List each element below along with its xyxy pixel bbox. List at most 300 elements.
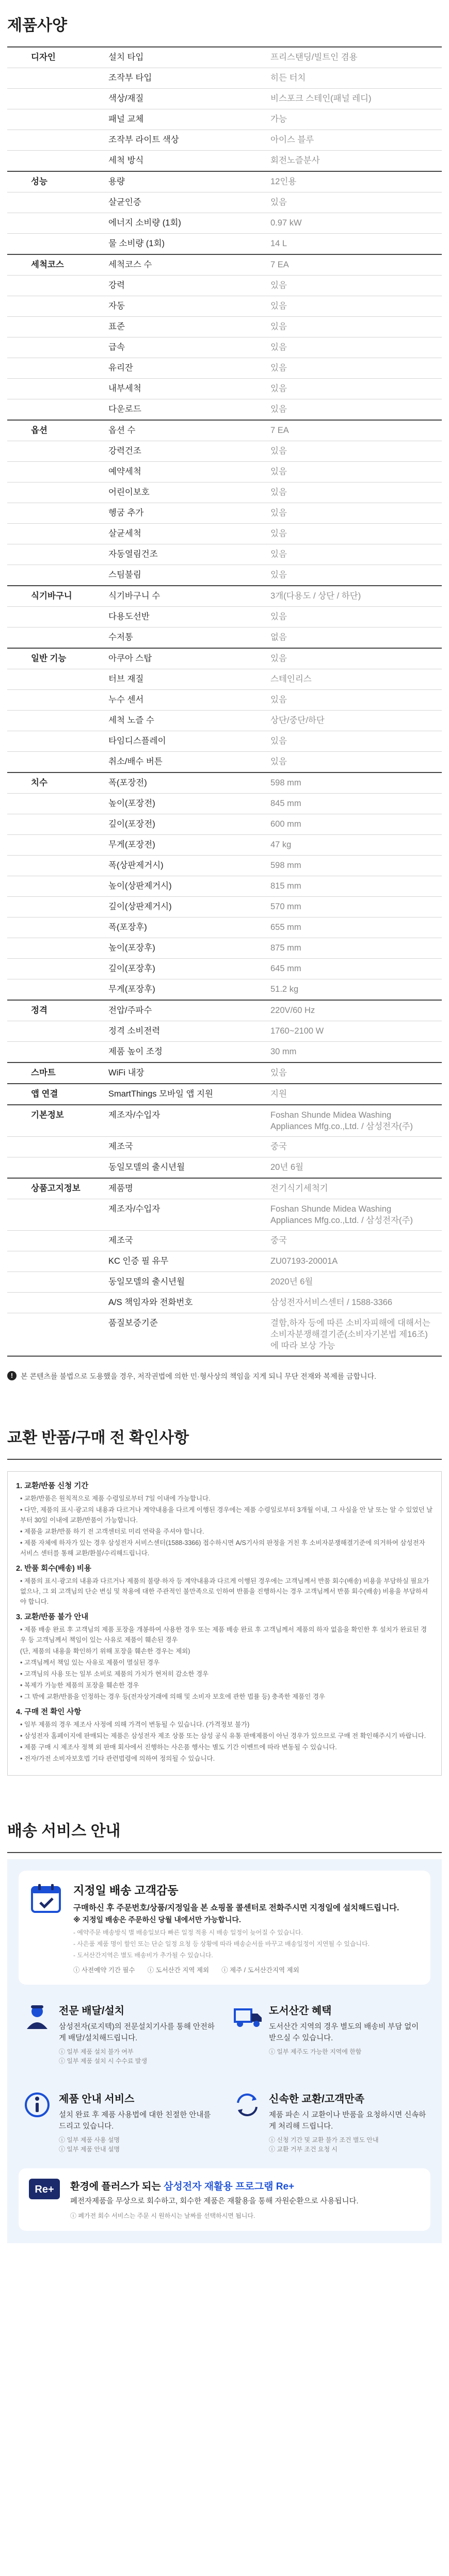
spec-row (7, 358, 442, 379)
spec-value: 회전노즐분사 (270, 156, 320, 165)
spec-item: 타임디스플레이 (108, 736, 166, 746)
island-card (229, 1993, 430, 2073)
policy-line: • 제품 배송 완료 후 고객님의 제품 포장을 개봉하여 사용한 경우 또는 제품 배송 완료 후 고객님께서 제품의 하자 없음을 확인한 후 설치가 완료된 경우 등 고객님께서 책임이 있는 사유로 제품이 훼손된 경우 (20, 1626, 427, 1644)
policy-line: • 제품을 교환/반품 하기 전 고객센터로 미리 연락을 주셔야 합니다. (20, 1528, 204, 1535)
spec-item: 아쿠아 스탑 (108, 654, 152, 663)
policy-line: • 제품 자체에 하자가 있는 경우 삼성전자 서비스센터(1588-3366) 접수하시면 A/S기사의 판정을 거친 후 소비자분쟁해결기준에 의거하여 삼성전자 서비스 센터를 통해 교환/환불/수리해드립니다. (20, 1539, 425, 1557)
spec-row (7, 1021, 442, 1042)
spec-row (7, 752, 442, 773)
spec-row (7, 192, 442, 213)
spec-group (7, 276, 85, 296)
spec-row (7, 109, 442, 130)
spec-item: 옵션 수 (108, 426, 136, 435)
spec-item: 깊이(포장후) (108, 964, 155, 973)
spec-value: 삼성전자서비스센터 / 1588-3366 (270, 1298, 393, 1307)
spec-value: Foshan Shunde Midea Washing Appliances Mfg.co.,Ltd. / 삼성전자(주) (270, 1204, 413, 1225)
spec-item: 정격 소비전력 (108, 1026, 161, 1036)
spec-group (7, 441, 85, 461)
spec-row (7, 773, 442, 794)
policy-line: • 제품의 표시·광고의 내용과 다르거나 제품의 불량·하자 등 계약내용과 다르게 이행된 경우에는 고객님께서 반품 회수(배송) 비용을 부담하실 필요가 없으나, 그 외 고객님의 단순 변심 및 착용에 대한 주관적인 불만족으로 인하여 반품을 진행하시는 경우 고객님께서 반품 회수(배송) 비용을 부담하셔야 합니다. (20, 1577, 429, 1605)
spec-row (7, 876, 442, 897)
technician-icon (23, 2002, 59, 2066)
spec-item: 용량 (108, 177, 125, 186)
spec-item: 어린이보호 (108, 488, 150, 497)
spec-group (7, 1251, 85, 1271)
spec-value: 7 EA (270, 260, 289, 269)
spec-group (7, 151, 85, 171)
spec-row (7, 234, 442, 255)
spec-item: 폭(포장후) (108, 923, 147, 932)
spec-group (7, 565, 85, 585)
spec-item: 무게(포장후) (108, 985, 155, 994)
spec-group (7, 234, 85, 254)
spec-row (7, 897, 442, 917)
spec-row (7, 399, 442, 421)
spec-group (7, 1313, 85, 1356)
card-text: 삼성전자(로지텍)의 전문설치기사를 통해 안전하게 배달/설치해드립니다. (59, 2023, 215, 2042)
spec-row (7, 379, 442, 399)
spec-group (7, 938, 85, 958)
spec-item: 살균인증 (108, 198, 141, 207)
spec-item: 무게(포장전) (108, 840, 155, 849)
spec-value: 상단/중단/하단 (270, 716, 325, 725)
scheduled-lead: 구매하신 후 주문번호/상품/지정일을 본 쇼핑몰 콜센터로 전화주시면 지정일에 설치해드립니다. (73, 1904, 399, 1912)
spec-row (7, 337, 442, 358)
scheduled-delivery-card (19, 1871, 430, 1985)
spec-value: 845 mm (270, 799, 301, 808)
spec-value: 2020년 6월 (270, 1277, 313, 1286)
spec-group (7, 876, 85, 896)
spec-item: 패널 교체 (108, 115, 144, 124)
spec-row (7, 1042, 442, 1063)
spec-item: 헹굼 추가 (108, 508, 144, 518)
copyright-notice (7, 1371, 442, 1381)
spec-row (7, 1251, 442, 1272)
spec-item: 급속 (108, 343, 125, 352)
spec-row (7, 649, 442, 669)
spec-row (7, 917, 442, 938)
return-policy-box (7, 1471, 442, 1776)
spec-group (7, 897, 85, 917)
policy-heading: 2. 반품 회수(배송) 비용 (16, 1565, 91, 1573)
spec-group (7, 835, 85, 855)
spec-group: 정격 (31, 1006, 47, 1015)
policy-heading: 1. 교환/반품 신청 기간 (16, 1482, 89, 1490)
spec-group (7, 358, 85, 378)
policy-line: • 교환/반품은 원칙적으로 제품 수령일로부터 7일 이내에 가능합니다. (20, 1495, 211, 1502)
spec-item: 내부세척 (108, 384, 141, 393)
spec-value: 결함,하자 등에 따른 소비자피해에 대해서는 소비자분쟁해결기준(소비자기본법 제16조)에 따라 보상 가능 (270, 1318, 430, 1350)
spec-item: 동일모델의 출시년월 (108, 1163, 185, 1172)
spec-row (7, 482, 442, 503)
spec-group: 기본정보 (31, 1110, 64, 1120)
spec-item: 품질보증기준 (108, 1318, 158, 1328)
spec-value: 있음 (270, 654, 287, 663)
spec-item: 표준 (108, 322, 125, 331)
spec-item: 동일모델의 출시년월 (108, 1277, 185, 1286)
spec-group (7, 213, 85, 233)
spec-value: 7 EA (270, 426, 289, 435)
spec-value: 있음 (270, 570, 287, 579)
spec-value: 있음 (270, 405, 287, 414)
spec-item: 조작부 라이트 색상 (108, 135, 179, 144)
spec-group (7, 690, 85, 710)
spec-item: SmartThings 모바일 앱 지원 (108, 1089, 213, 1099)
spec-row (7, 1084, 442, 1105)
spec-item: 취소/배수 버튼 (108, 757, 163, 766)
spec-group (7, 607, 85, 627)
spec-group (7, 462, 85, 482)
card-text: 설치 완료 후 제품 사용법에 대한 친절한 안내를 드리고 있습니다. (59, 2111, 211, 2131)
policy-line: (단, 제품의 내용을 확인하기 위해 포장을 훼손한 경우는 제외) (20, 1648, 190, 1655)
spec-value: 가능 (270, 115, 287, 124)
spec-value: 있음 (270, 612, 287, 621)
spec-value: 있음 (270, 384, 287, 393)
exclamation-icon: ! (7, 1371, 17, 1380)
spec-value: 598 mm (270, 778, 301, 787)
scheduled-sub1: - 예약주문 배송방식 별 배송일보다 빠른 일정 적용 시 배송 일정이 늦어질 수 있습니다. (73, 1929, 303, 1936)
spec-row (7, 544, 442, 565)
spec-group (7, 1157, 85, 1178)
notice-text: 본 콘텐츠를 불법으로 도용했을 경우, 저작권법에 의한 민·형사상의 책임을 지게 되니 무단 전재와 복제를 금합니다. (21, 1372, 376, 1380)
spec-row (7, 794, 442, 814)
policy-line: • 전자/가전 소비자보호법 기타 관련법령에 의하여 정의될 수 있습니다. (20, 1755, 215, 1762)
spec-group (7, 503, 85, 523)
spec-item: 강력건조 (108, 446, 141, 456)
chip-1: ⓘ 사전예약 기간 필수 (73, 1967, 135, 1974)
spec-row (7, 524, 442, 544)
spec-group (7, 979, 85, 1000)
scheduled-sub2: - 사은품 제품 명이 할인 또는 단순 일정 요청 등 상황에 따라 배송순서를 바꾸고 배송일정이 지연될 수 있습니다. (73, 1940, 370, 1947)
spec-value: 있음 (270, 736, 287, 746)
spec-group (7, 524, 85, 544)
spec-value: 있음 (270, 322, 287, 331)
spec-item: 에너지 소비량 (1회) (108, 218, 181, 228)
spec-item: 예약세척 (108, 467, 141, 476)
spec-group (7, 917, 85, 938)
spec-group (7, 1231, 85, 1251)
spec-value: 645 mm (270, 964, 301, 973)
spec-item: 폭(포장전) (108, 778, 147, 787)
spec-group (7, 711, 85, 731)
spec-value: 있음 (270, 695, 287, 704)
exchange-icon (233, 2090, 269, 2154)
spec-value: 있음 (270, 467, 287, 476)
policy-heading: 3. 교환/반품 불가 안내 (16, 1613, 89, 1621)
card-title: 전문 배달/설치 (59, 2005, 125, 2017)
spec-item: 제조국 (108, 1236, 133, 1245)
spec-item: 설치 타입 (108, 53, 144, 62)
spec-row (7, 711, 442, 731)
spec-value: 중국 (270, 1236, 287, 1245)
spec-row (7, 1313, 442, 1357)
spec-item: 강력 (108, 281, 125, 290)
spec-item: 전압/주파수 (108, 1006, 152, 1015)
spec-item: 제조자/수입자 (108, 1110, 161, 1120)
spec-group (7, 959, 85, 979)
spec-row (7, 731, 442, 752)
spec-group (7, 337, 85, 358)
card-sub: ⓘ 신청 기간 및 교환 불가 조건 별도 안내 ⓘ 교환 거부 조건 요청 시 (269, 2136, 379, 2153)
spec-group (7, 794, 85, 814)
spec-row (7, 296, 442, 317)
spec-item: 다용도선반 (108, 612, 150, 621)
spec-value: 875 mm (270, 943, 301, 953)
spec-value: 있음 (270, 343, 287, 352)
spec-value: 비스포크 스테인(패널 레디) (270, 94, 372, 103)
spec-value: 전기식기세척기 (270, 1184, 328, 1193)
delivery-divider (7, 1852, 442, 1853)
spec-row (7, 1001, 442, 1021)
spec-value: 있음 (270, 363, 287, 373)
spec-value: 220V/60 Hz (270, 1006, 315, 1015)
spec-group (7, 379, 85, 399)
spec-value: 12인용 (270, 177, 297, 186)
spec-group (7, 1199, 85, 1230)
spec-group: 스마트 (31, 1068, 56, 1077)
spec-group (7, 1293, 85, 1313)
spec-value: Foshan Shunde Midea Washing Appliances Mfg.co.,Ltd. / 삼성전자(주) (270, 1110, 413, 1131)
recycle-title: 환경에 플러스가 되는 삼성전자 재활용 프로그램 Re+ (70, 2181, 295, 2192)
spec-group: 디자인 (31, 53, 56, 62)
spec-group (7, 814, 85, 834)
spec-row (7, 690, 442, 711)
spec-row (7, 255, 442, 276)
spec-value: 3개(다용도 / 상단 / 하단) (270, 591, 361, 601)
spec-item: 스팀불림 (108, 570, 141, 579)
card-text: 도서산간 지역의 경우 별도의 배송비 부담 없이 받으실 수 있습니다. (269, 2023, 419, 2042)
spec-group: 일반 기능 (31, 654, 67, 663)
recycle-card (19, 2168, 430, 2231)
spec-group: 옵션 (31, 426, 47, 435)
policy-line: • 고객님의 사용 또는 일부 소비로 제품의 가치가 현저히 감소한 경우 (20, 1670, 209, 1678)
spec-item: 높이(포장전) (108, 799, 155, 808)
spec-item: A/S 책임자와 전화번호 (108, 1298, 193, 1307)
spec-item: 누수 센서 (108, 695, 144, 704)
card-title: 도서산간 혜택 (269, 2005, 332, 2017)
spec-row (7, 441, 442, 462)
spec-row (7, 979, 442, 1001)
spec-item: WiFi 내장 (108, 1068, 145, 1077)
spec-value: 있음 (270, 529, 287, 538)
spec-group (7, 68, 85, 88)
spec-row (7, 856, 442, 876)
spec-value: 있음 (270, 550, 287, 559)
spec-row (7, 213, 442, 234)
scheduled-title: 지정일 배송 고객감동 (73, 1884, 179, 1897)
card-title: 신속한 교환/고객만족 (269, 2094, 364, 2105)
scheduled-note: ※ 지정일 배송은 주문하신 당월 내에서만 가능합니다. (73, 1915, 241, 1924)
card-sub: ⓘ 일부 제주도 가능한 지역에 한함 (269, 2048, 362, 2055)
spec-group: 세척코스 (31, 260, 64, 269)
spec-group (7, 752, 85, 772)
spec-item: 폭(상판제거시) (108, 861, 164, 870)
spec-group (7, 627, 85, 648)
spec-group (7, 669, 85, 689)
spec-value: 있음 (270, 281, 287, 290)
policy-line: • 복제가 가능한 제품의 포장을 훼손한 경우 (20, 1682, 139, 1689)
spec-group (7, 1042, 85, 1062)
spec-item: 세척 방식 (108, 156, 144, 165)
spec-item: 조작부 타입 (108, 73, 152, 83)
spec-row (7, 1157, 442, 1179)
spec-value: 1760~2100 W (270, 1026, 324, 1036)
policy-line: • 일부 제품의 경우 제조사 사정에 의해 가격이 변동될 수 있습니다. (가격정보 불가) (20, 1721, 250, 1728)
spec-value: 아이스 블루 (270, 135, 314, 144)
spec-item: 터브 재질 (108, 674, 144, 684)
spec-row (7, 1063, 442, 1084)
recycle-text: 폐전자제품을 무상으로 회수하고, 회수한 제품은 재활용을 통해 자원순환으로 사용됩니다. (70, 2197, 359, 2205)
spec-value: 600 mm (270, 819, 301, 829)
info-icon (23, 2090, 59, 2154)
spec-value: 히든 터치 (270, 73, 306, 83)
return-title: 교환 반품/구매 전 확인사항 (7, 1429, 189, 1446)
calendar-icon (29, 1882, 73, 1974)
spec-row (7, 1105, 442, 1137)
spec-row (7, 503, 442, 524)
spec-row (7, 1231, 442, 1251)
spec-group (7, 192, 85, 213)
spec-group (7, 296, 85, 316)
spec-value: 570 mm (270, 902, 301, 911)
spec-row (7, 586, 442, 607)
spec-value: 있음 (270, 446, 287, 456)
spec-value: 있음 (270, 508, 287, 518)
spec-item: 세척코스 수 (108, 260, 152, 269)
recycle-sub: ⓘ 폐가전 회수 서비스는 주문 시 원하시는 날짜를 선택하시면 됩니다. (70, 2212, 255, 2219)
spec-item: 식기바구니 수 (108, 591, 161, 601)
spec-group: 앱 연결 (31, 1089, 58, 1099)
spec-value: 14 L (270, 239, 287, 248)
spec-item: 깊이(상판제거시) (108, 902, 172, 911)
card-sub: ⓘ 일부 제품 사용 설명 ⓘ 일부 제품 안내 설명 (59, 2136, 120, 2153)
spec-value: 있음 (270, 1068, 287, 1077)
spec-item: 제품 높이 조정 (108, 1047, 163, 1056)
return-divider (7, 1459, 442, 1460)
chip-2: ⓘ 도서산간 지역 제외 (147, 1967, 210, 1974)
spec-group (7, 482, 85, 503)
spec-value: 0.97 kW (270, 218, 302, 228)
spec-item: 높이(상판제거시) (108, 881, 172, 891)
spec-group: 상품고지정보 (31, 1184, 81, 1193)
policy-line: • 삼성전자 홈페이지에 판매되는 제품은 삼성전자 제조 상품 또는 삼성 공식 유통 판매제품이 아닌 경우가 있으므로 구매 전 확인해주시기 바랍니다. (20, 1732, 426, 1740)
spec-group (7, 1272, 85, 1292)
policy-line: • 그 밖에 교환/반품을 인정하는 경우 등(전자상거래에 의해 및 소비자 보호에 관한 법률 등) 충족한 제품인 경우 (20, 1693, 325, 1700)
policy-line: • 제품 구매 시 제조사 정책 외 판매 회사에서 진행하는 사은품 행사는 별도 기간 이벤트에 따라 변동될 수 있습니다. (20, 1744, 337, 1751)
delivery-panel (7, 1859, 442, 2243)
spec-group (7, 1137, 85, 1157)
spec-row (7, 462, 442, 482)
spec-row (7, 1272, 442, 1293)
spec-group (7, 89, 85, 109)
recycle-icon (29, 2179, 70, 2221)
spec-value: 815 mm (270, 881, 301, 891)
spec-row (7, 421, 442, 441)
spec-row (7, 814, 442, 835)
spec-item: 자동열림건조 (108, 550, 158, 559)
spec-value: 598 mm (270, 861, 301, 870)
spec-value: 중국 (270, 1142, 287, 1151)
spec-item: 색상/재질 (108, 94, 144, 103)
spec-value: 655 mm (270, 923, 301, 932)
spec-value: 지원 (270, 1089, 287, 1099)
spec-table (7, 47, 442, 1357)
spec-row (7, 835, 442, 856)
spec-item: 살균세척 (108, 529, 141, 538)
spec-item: 깊이(포장전) (108, 819, 155, 829)
spec-item: KC 인증 필 유무 (108, 1257, 169, 1266)
spec-group (7, 109, 85, 130)
spec-group: 치수 (31, 778, 47, 787)
spec-group (7, 399, 85, 420)
spec-value: 51.2 kg (270, 985, 299, 994)
spec-row (7, 1293, 442, 1313)
delivery-title: 배송 서비스 안내 (7, 1823, 121, 1840)
spec-row (7, 669, 442, 690)
spec-title: 제품사양 (7, 17, 67, 34)
spec-value: 있음 (270, 757, 287, 766)
spec-value: 30 mm (270, 1047, 297, 1056)
spec-group: 식기바구니 (31, 591, 72, 601)
spec-item: 세척 노즐 수 (108, 716, 154, 725)
truck-icon (233, 2002, 269, 2066)
spec-row (7, 151, 442, 172)
spec-value: 스테인리스 (270, 674, 312, 684)
spec-value: 있음 (270, 488, 287, 497)
spec-item: 수저통 (108, 633, 133, 642)
spec-row (7, 938, 442, 959)
scheduled-sub3: - 도서산간지역은 별도 배송비가 추가될 수 있습니다. (73, 1952, 213, 1959)
spec-item: 높이(포장후) (108, 943, 155, 953)
spec-item: 제조국 (108, 1142, 133, 1151)
spec-item: 제품명 (108, 1184, 133, 1193)
spec-group (7, 544, 85, 565)
spec-group (7, 1021, 85, 1041)
spec-value: 없음 (270, 633, 287, 642)
policy-line: • 다만, 제품의 표시·광고의 내용과 다르거나 계약내용을 다르게 이행된 경우에는 제품 수령일로부터 3개월 이내, 그 사실을 안 날 또는 알 수 있었던 날부터 30일 이내에 교환/반품이 가능합니다. (20, 1506, 433, 1524)
spec-row (7, 565, 442, 586)
spec-row (7, 627, 442, 649)
guide-card (19, 2081, 220, 2161)
spec-value: 47 kg (270, 840, 292, 849)
spec-item: 자동 (108, 301, 125, 311)
policy-line: • 고객님께서 책임 있는 사유로 제품이 멸실된 경우 (20, 1659, 160, 1666)
spec-value: ZU07193-20001A (270, 1257, 338, 1266)
spec-row (7, 276, 442, 296)
spec-value: 있음 (270, 198, 287, 207)
spec-group (7, 130, 85, 150)
policy-heading: 4. 구매 전 확인 사항 (16, 1708, 82, 1716)
spec-item: 제조자/수입자 (108, 1204, 161, 1214)
exchange-card (229, 2081, 430, 2161)
spec-item: 유리잔 (108, 363, 133, 373)
spec-group (7, 731, 85, 751)
spec-row (7, 607, 442, 627)
card-sub: ⓘ 일부 제품 설치 불가 여부 ⓘ 일부 제품 설치 시 수수료 발생 (59, 2048, 148, 2065)
spec-row (7, 1137, 442, 1157)
spec-group: 성능 (31, 177, 47, 186)
chip-3: ⓘ 제주 / 도서산간지역 제외 (221, 1967, 299, 1974)
card-text: 제품 파손 시 교환이나 반품을 요청하시면 신속하게 처리해 드립니다. (269, 2111, 426, 2131)
spec-value: 프리스탠딩/빌트인 겸용 (270, 53, 358, 62)
spec-item: 다운로드 (108, 405, 141, 414)
install-card (19, 1993, 220, 2073)
spec-value: 20년 6월 (270, 1163, 303, 1172)
spec-row (7, 1199, 442, 1231)
spec-row (7, 172, 442, 192)
spec-value: 있음 (270, 301, 287, 311)
spec-row (7, 959, 442, 979)
